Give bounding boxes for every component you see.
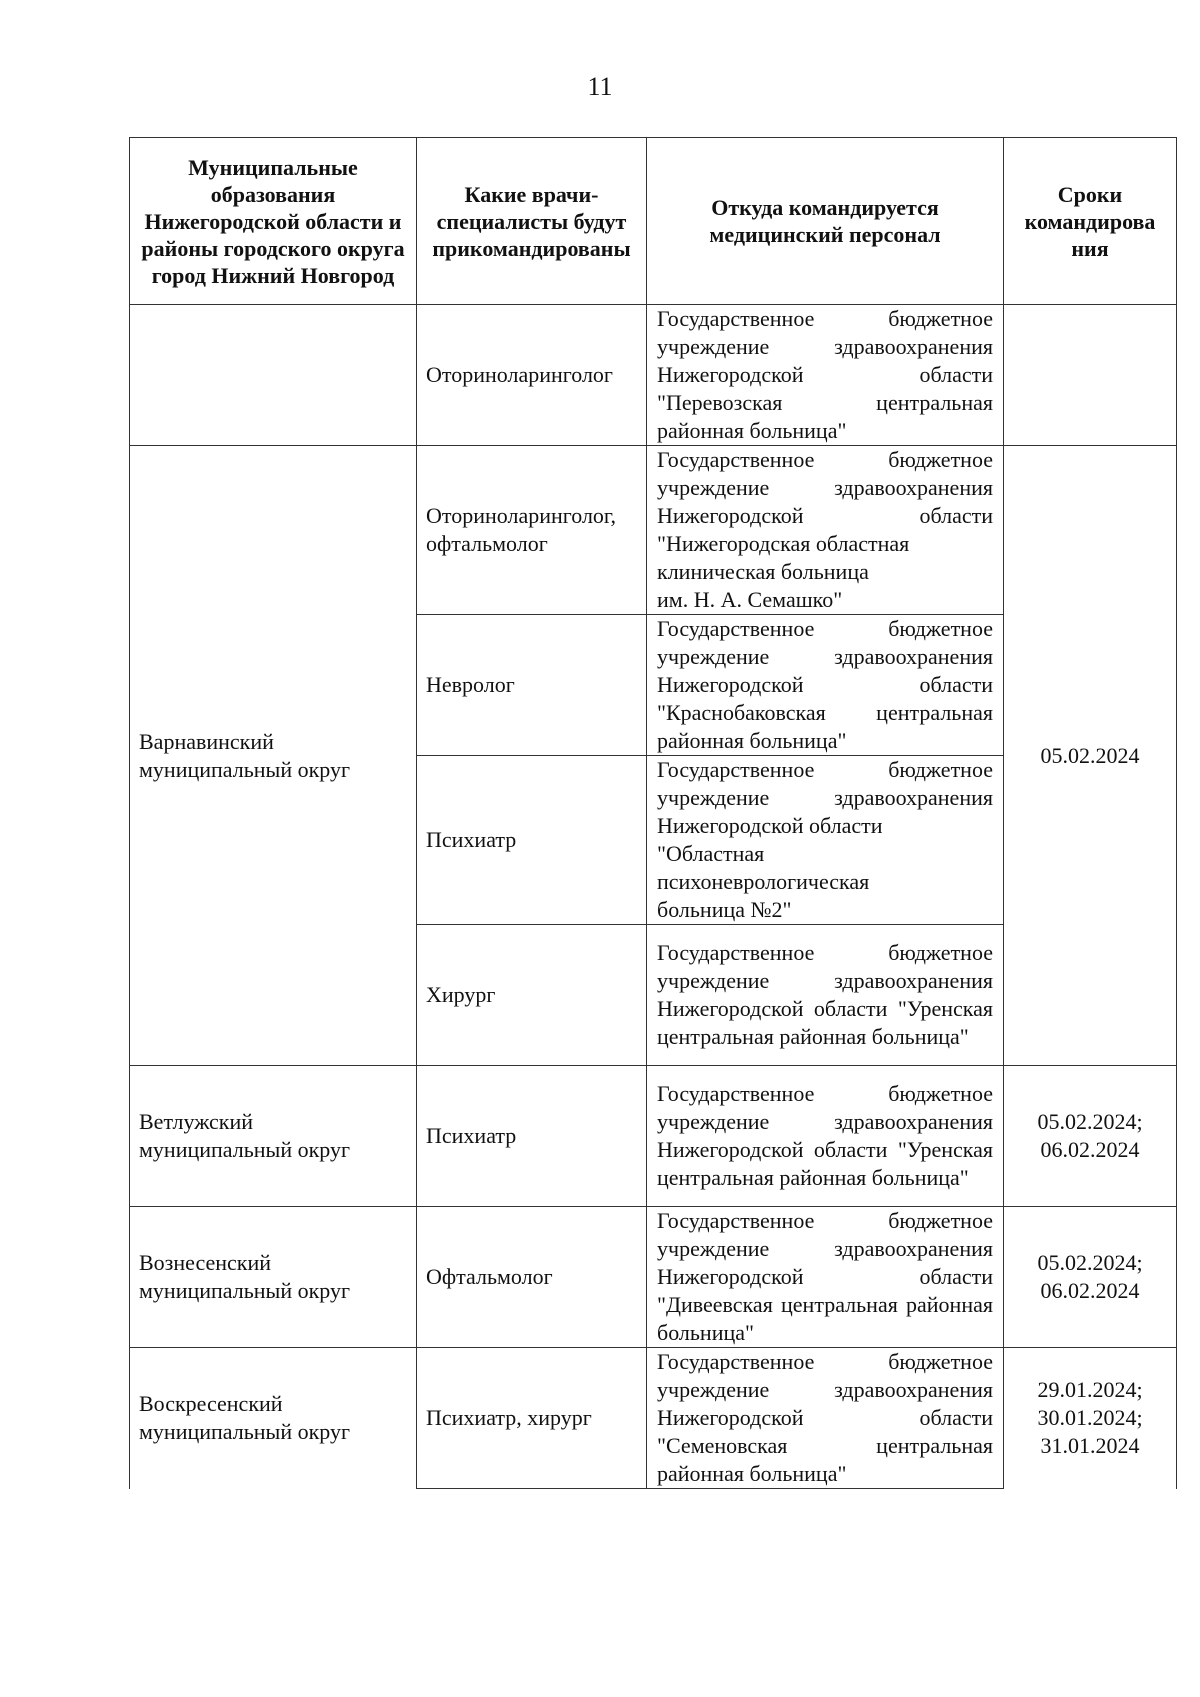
table-row (130, 1348, 1177, 1489)
source-line: Государственное бюджетное учреждение здравоохранения Нижегородской области (657, 757, 993, 838)
table-row (130, 305, 1177, 446)
source-line: им. Н. А. Семашко" (657, 587, 843, 612)
table-row (130, 1066, 1177, 1207)
source-cell: Государственное бюджетное учреждение здравоохранения Нижегородской области "Уренская центральная районная больница" (647, 1066, 1004, 1207)
dates-cell: 05.02.2024 (1004, 446, 1177, 1066)
header-dates: Сроки командирова ния (1004, 138, 1177, 305)
table-row (130, 446, 1177, 615)
date-line: 31.01.2024 (1040, 1433, 1140, 1459)
source-line: больница №2" (657, 897, 792, 922)
date-line: 06.02.2024 (1040, 1278, 1140, 1303)
district-cell: Ветлужский муниципальный округ (130, 1066, 417, 1207)
date-line: 05.02.2024; (1037, 1109, 1143, 1134)
source-line: Государственное бюджетное учреждение здравоохранения Нижегородской области "Нижегородская областная (657, 447, 993, 556)
date-line: 06.02.2024 (1040, 1137, 1140, 1162)
assignment-table (129, 137, 1177, 1489)
source-line: клиническая больница (657, 559, 869, 584)
dates-cell (1004, 1207, 1177, 1348)
date-line: 30.01.2024; (1037, 1405, 1143, 1431)
header-source: Откуда командируется медицинский персонал (647, 138, 1004, 305)
header-specialist: Какие врачи-специалисты будут прикомандированы (417, 138, 647, 305)
source-cell: Государственное бюджетное учреждение здравоохранения Нижегородской области "Семеновская центральная районная больница" (647, 1348, 1004, 1489)
district-cell: Варнавинский муниципальный округ (130, 446, 417, 1066)
date-line: 05.02.2024; (1037, 1250, 1143, 1275)
specialist-cell: Психиатр, хирург (417, 1348, 647, 1489)
district-cell: Воскресенский муниципальный округ (130, 1348, 417, 1489)
specialist-cell: Оториноларинголог (417, 305, 647, 446)
district-cell: Вознесенский муниципальный округ (130, 1207, 417, 1348)
source-cell: Государственное бюджетное учреждение здравоохранения Нижегородской области "Краснобаковская центральная районная больница" (647, 615, 1004, 756)
source-cell: Государственное бюджетное учреждение здравоохранения Нижегородской области "Перевозская центральная районная больница" (647, 305, 1004, 446)
specialist-cell: Офтальмолог (417, 1207, 647, 1348)
page-number: 11 (587, 72, 613, 101)
table-header-row (130, 138, 1177, 305)
specialist-cell: Оториноларинголог, офтальмолог (417, 446, 647, 615)
source-cell: Государственное бюджетное учреждение здравоохранения Нижегородской области "Дивеевская центральная районная больница" (647, 1207, 1004, 1348)
table-row (130, 1207, 1177, 1348)
source-line: "Областная (657, 841, 765, 866)
dates-cell (1004, 1066, 1177, 1207)
date-line: 29.01.2024; (1037, 1377, 1143, 1403)
header-district: Муниципальные образования Нижегородской области и районы городского округа город Нижний Новгород (130, 138, 417, 305)
specialist-cell: Невролог (417, 615, 647, 756)
source-line: психоневрологическая (657, 869, 870, 894)
specialist-cell: Психиатр (417, 756, 647, 925)
dates-cell (1004, 1348, 1177, 1489)
district-cell (130, 305, 417, 446)
source-cell: Государственное бюджетное учреждение здравоохранения Нижегородской области "Уренская центральная районная больница" (647, 925, 1004, 1066)
dates-cell (1004, 305, 1177, 446)
source-cell (647, 756, 1004, 925)
source-cell (647, 446, 1004, 615)
specialist-cell: Психиатр (417, 1066, 647, 1207)
specialist-cell: Хирург (417, 925, 647, 1066)
